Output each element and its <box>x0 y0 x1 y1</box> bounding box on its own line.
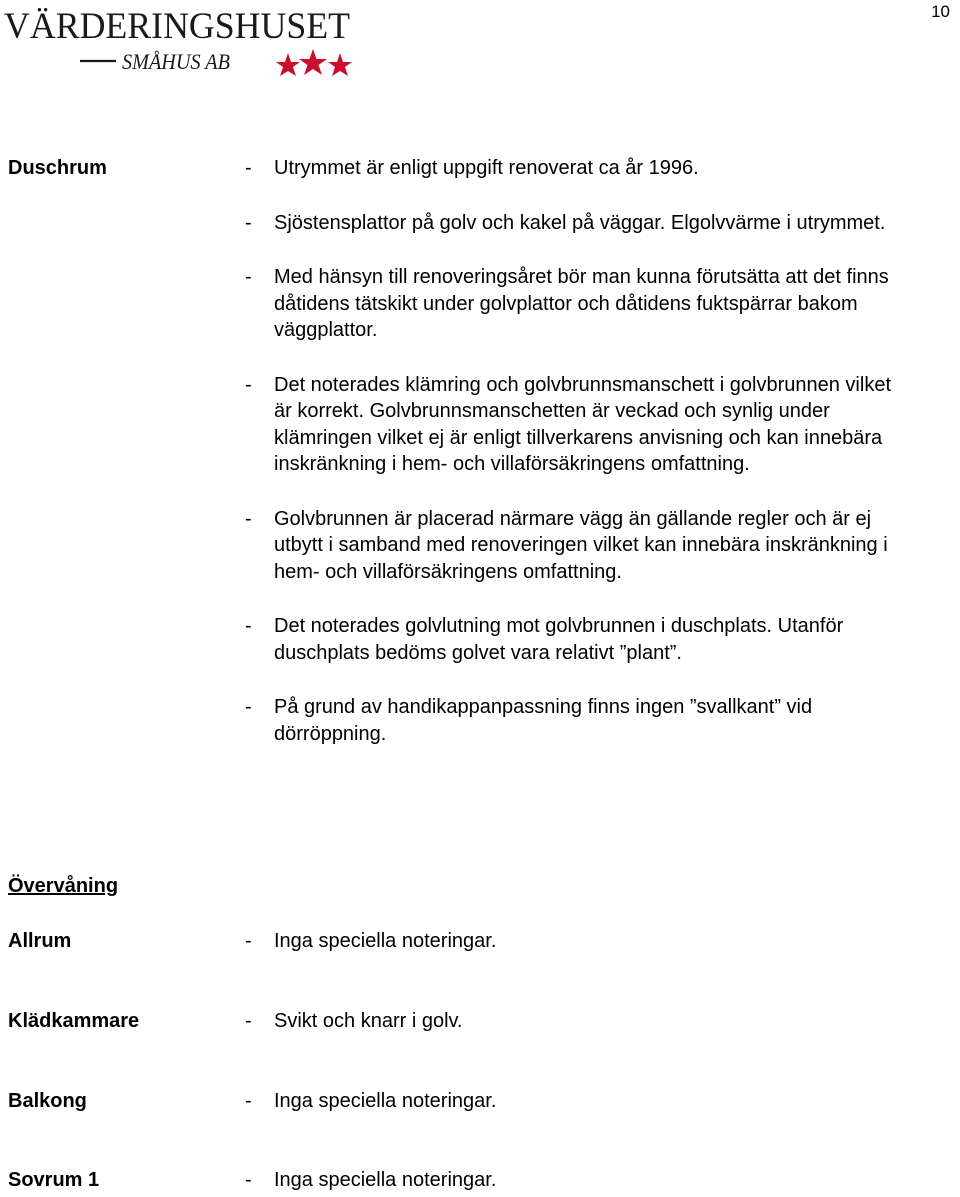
note-item: - Sjöstensplattor på golv och kakel på väggar. Elgolvvärme i utrymmet. <box>245 211 886 234</box>
room-label-sovrum-1: Sovrum 1 <box>8 1169 100 1191</box>
logo-sub-name: SMÅHUS AB <box>122 49 230 74</box>
section-heading-overvaning: Övervåning <box>8 875 119 897</box>
company-logo <box>4 4 364 80</box>
star-icon <box>276 53 300 76</box>
room-label-balkong: Balkong <box>8 1090 87 1112</box>
logo-graphic <box>4 4 364 80</box>
note-item: - Med hänsyn till renoveringsåret bör man kunna förutsätta att det finns dåtidens tätskikt under golvplattor och dåtidens fuktspärrar bakom väggplattor. <box>245 266 889 341</box>
note-item: - Inga speciella noteringar. <box>245 930 497 952</box>
note-item: - På grund av handikappanpassning finns ingen ”svallkant” vid dörröppning. <box>245 696 813 745</box>
room-label-duschrum: Duschrum <box>8 157 107 179</box>
note-item: - Det noterades golvlutning mot golvbrunnen i duschplats. Utanför duschplats bedöms golvet vara relativt ”plant”. <box>245 615 844 664</box>
note-item: - Inga speciella noteringar. <box>245 1090 497 1112</box>
note-item: - Golvbrunnen är placerad närmare vägg än gällande regler och är ej utbytt i samband med renoveringen vilket kan innebära inskränkning i hem- och villaförsäkringens omfattning. <box>245 507 888 583</box>
room-label-kladkammare: Klädkammare <box>8 1010 140 1032</box>
duschrum-notes <box>245 155 905 747</box>
page-number: 10 <box>931 2 950 21</box>
note-item: - Utrymmet är enligt uppgift renoverat ca år 1996. <box>245 157 699 179</box>
star-icon <box>328 53 352 76</box>
logo-stars <box>276 49 352 76</box>
star-icon <box>299 49 327 75</box>
note-item: - Det noterades klämring och golvbrunnsmanschett i golvbrunnen vilket är korrekt. Golvbrunnsmanschetten är veckad och synlig under klämringen vilket ej är enligt tillverkarens anvisning och kan innebära inskränkning i hem- och villaförsäkringens omfattning. <box>245 373 892 475</box>
note-item: - Inga speciella noteringar. <box>245 1169 497 1191</box>
logo-brand-name: VÄRDERINGSHUSET <box>4 6 350 47</box>
note-item: - Svikt och knarr i golv. <box>245 1010 463 1032</box>
room-label-allrum: Allrum <box>8 930 72 952</box>
